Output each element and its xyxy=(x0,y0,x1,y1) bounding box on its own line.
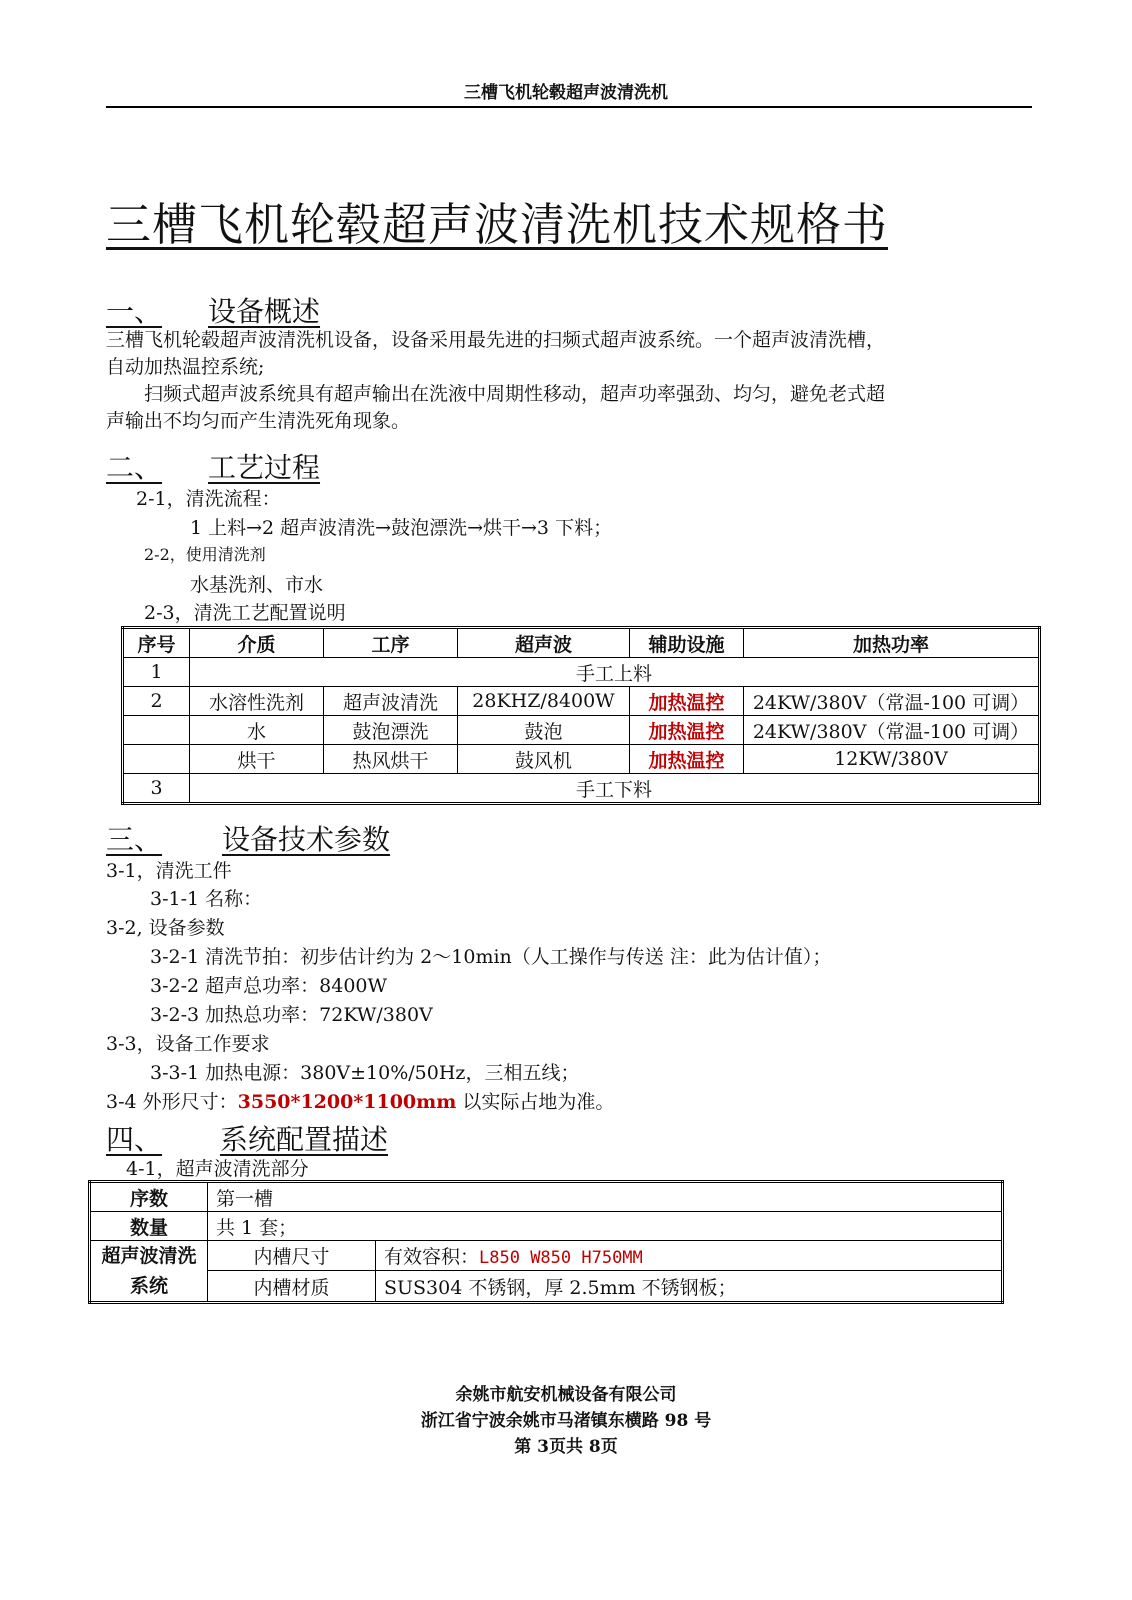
medium-cell: 烘干 xyxy=(190,745,324,774)
item-3-2-2: 3-2-2 超声总功率：8400W xyxy=(150,975,388,997)
section-1-paragraph xyxy=(106,327,1036,435)
row-number xyxy=(123,716,190,745)
item-3-3: 3-3，设备工作要求 xyxy=(106,1033,270,1055)
header-cell: 辅助设施 xyxy=(630,628,744,658)
section-1-number: 一、 xyxy=(106,295,163,328)
section-3-number: 三、 xyxy=(106,823,163,856)
key-cell: 内槽材质 xyxy=(208,1271,376,1303)
table-row xyxy=(90,1182,1003,1212)
para2-line1: 扫频式超声波系统具有超声输出在洗液中周期性移动，超声功率强劲、均匀，避免老式超 xyxy=(144,383,886,405)
volume-value: L850 W850 H750MM xyxy=(479,1248,643,1269)
item-3-2-3: 3-2-3 加热总功率：72KW/380V xyxy=(150,1004,433,1026)
config-table xyxy=(88,1180,1004,1304)
header-cell: 工序 xyxy=(324,628,458,658)
header-cell: 加热功率 xyxy=(744,628,1040,658)
item-3-1-1: 3-1-1 名称： xyxy=(150,888,263,910)
row-number xyxy=(123,745,190,774)
process-table xyxy=(121,626,1041,805)
aux-cell: 加热温控 xyxy=(630,716,744,745)
table-row xyxy=(123,687,1040,716)
item-2-2: 2-2，使用清洗剂 xyxy=(144,545,266,564)
step-cell: 热风烘干 xyxy=(324,745,458,774)
heat-cell: 24KW/380V（常温-100 可调） xyxy=(744,687,1040,716)
footer-page-number: 第 3页共 8页 xyxy=(514,1437,618,1457)
item-2-1: 2-1，清洗流程： xyxy=(136,488,281,510)
section-3-title: 设备技术参数 xyxy=(222,823,391,856)
row-number: 1 xyxy=(123,658,190,687)
group-label-cell: 超声波清洗系统 xyxy=(90,1241,208,1303)
table-row xyxy=(90,1241,1003,1271)
header-cell: 序号 xyxy=(123,628,190,658)
medium-cell: 水 xyxy=(190,716,324,745)
footer-address: 浙江省宁波余姚市马渚镇东横路 98 号 xyxy=(420,1411,712,1431)
item-3-4 xyxy=(106,1087,614,1114)
item-3-2: 3-2, 设备参数 xyxy=(106,917,225,939)
heat-cell: 12KW/380V xyxy=(744,745,1040,774)
table-row xyxy=(90,1271,1003,1303)
item-2-1-value: 1 上料→2 超声波清洗→鼓泡漂洗→烘干→3 下料； xyxy=(190,517,613,539)
label-cell: 序数 xyxy=(90,1182,208,1212)
para1-line1: 三槽飞机轮毂超声波清洗机设备，设备采用最先进的扫频式超声波系统。一个超声波清洗槽， xyxy=(106,329,886,351)
value-cell: SUS304 不锈钢，厚 2.5mm 不锈钢板； xyxy=(376,1271,1003,1303)
row-number: 3 xyxy=(123,774,190,804)
table-row xyxy=(123,774,1040,804)
aux-cell: 加热温控 xyxy=(630,745,744,774)
merged-cell: 手工上料 xyxy=(190,658,1040,687)
table-header-row xyxy=(123,628,1040,658)
document-title: 三槽飞机轮毂超声波清洗机技术规格书 xyxy=(106,198,889,251)
item-3-4-prefix: 3-4 外形尺寸： xyxy=(106,1091,238,1113)
value-cell: 共 1 套； xyxy=(208,1212,1003,1241)
table-row xyxy=(123,658,1040,687)
ultrasonic-cell: 28KHZ/8400W xyxy=(458,687,630,716)
running-header: 三槽飞机轮毂超声波清洗机 xyxy=(464,83,668,103)
value-cell xyxy=(376,1241,1003,1271)
item-4-1: 4-1，超声波清洗部分 xyxy=(126,1158,309,1180)
section-3-heading xyxy=(106,818,390,858)
section-4-number: 四、 xyxy=(106,1123,163,1156)
step-cell: 超声波清洗 xyxy=(324,687,458,716)
table-row xyxy=(90,1212,1003,1241)
value-cell: 第一槽 xyxy=(208,1182,1003,1212)
section-1-heading xyxy=(106,290,320,330)
ultrasonic-cell: 鼓泡 xyxy=(458,716,630,745)
volume-prefix: 有效容积： xyxy=(384,1246,480,1269)
ultrasonic-cell: 鼓风机 xyxy=(458,745,630,774)
item-3-3-1: 3-3-1 加热电源：380V±10%/50Hz，三相五线； xyxy=(150,1062,580,1084)
item-2-2-value: 水基洗剂、市水 xyxy=(190,574,324,596)
section-1-title: 设备概述 xyxy=(208,295,321,328)
section-2-title: 工艺过程 xyxy=(208,451,321,484)
section-2-heading xyxy=(106,446,320,486)
label-cell: 数量 xyxy=(90,1212,208,1241)
section-2-number: 二、 xyxy=(106,451,163,484)
header-cell: 超声波 xyxy=(458,628,630,658)
row-number: 2 xyxy=(123,687,190,716)
medium-cell: 水溶性洗剂 xyxy=(190,687,324,716)
section-4-title: 系统配置描述 xyxy=(220,1123,389,1156)
para2-line2: 声输出不均匀而产生清洗死角现象。 xyxy=(106,410,411,432)
footer-company: 余姚市航安机械设备有限公司 xyxy=(455,1385,677,1405)
table-row xyxy=(123,745,1040,774)
table-row xyxy=(123,716,1040,745)
section-4-heading xyxy=(106,1118,388,1158)
aux-cell: 加热温控 xyxy=(630,687,744,716)
header-cell: 介质 xyxy=(190,628,324,658)
header-rule xyxy=(106,106,1032,108)
para1-line2: 自动加热温控系统; xyxy=(106,356,265,378)
heat-cell: 24KW/380V（常温-100 可调） xyxy=(744,716,1040,745)
item-3-2-1: 3-2-1 清洗节拍：初步估计约为 2～10min（人工操作与传送 注：此为估计值）； xyxy=(150,946,832,968)
item-2-3: 2-3，清洗工艺配置说明 xyxy=(144,602,346,624)
item-3-4-suffix: 以实际占地为准。 xyxy=(456,1091,615,1113)
item-3-1: 3-1，清洗工件 xyxy=(106,860,232,882)
step-cell: 鼓泡漂洗 xyxy=(324,716,458,745)
key-cell: 内槽尺寸 xyxy=(208,1241,376,1271)
merged-cell: 手工下料 xyxy=(190,774,1040,804)
dimensions-value: 3550*1200*1100mm xyxy=(237,1091,457,1113)
